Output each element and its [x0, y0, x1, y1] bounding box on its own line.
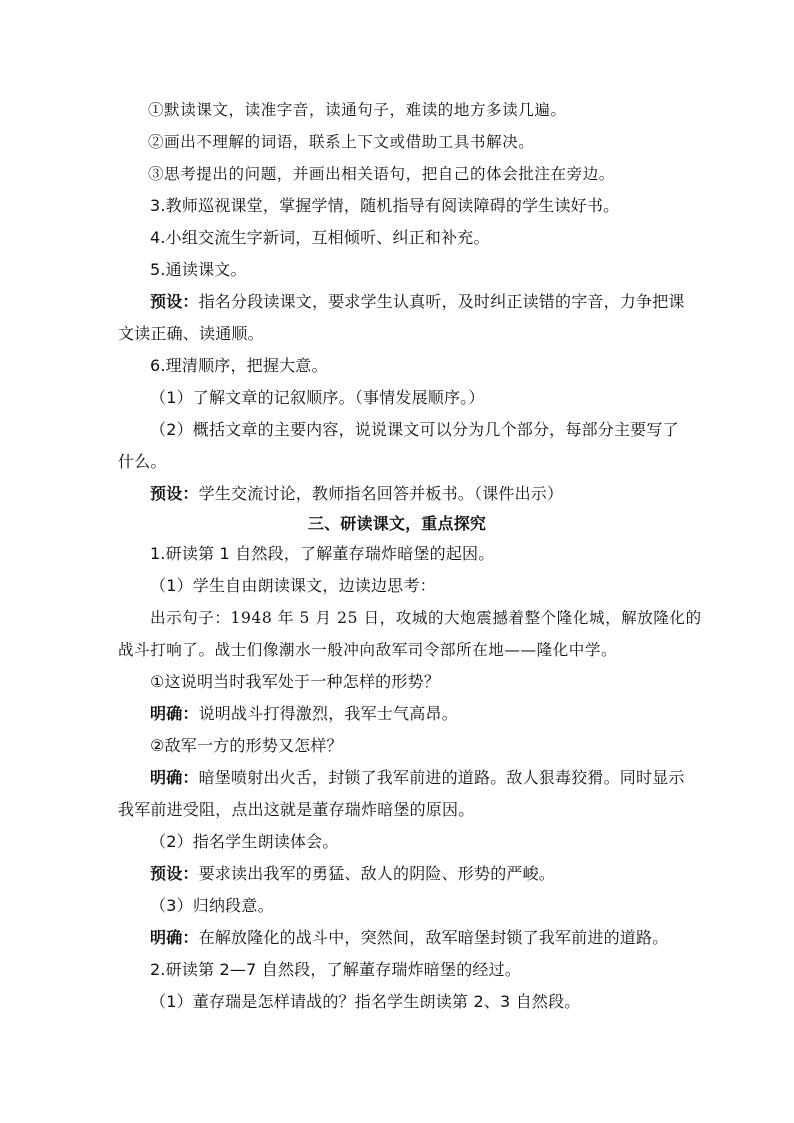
preset-label: 预设：: [150, 292, 199, 311]
section-heading: 三、研读课文，重点探究: [307, 514, 487, 533]
preset-paragraph-1: [150, 290, 685, 314]
step-read-silently: ①默读课文，读准字音，读通句子，难读的地方多读几遍。: [148, 101, 567, 119]
answer-label: 明确：: [150, 768, 199, 787]
question-situation: ①这说明当时我军处于一种怎样的形势？: [150, 672, 440, 691]
answer-text: 在解放隆化的战斗中，突然间，敌军暗堡封锁了我军前进的道路。: [198, 928, 669, 947]
question-main-content: （2）概括文章的主要内容，说说课文可以分为几个部分，每部分主要写了: [150, 420, 679, 439]
answer-label: 明确：: [150, 928, 199, 947]
step-teacher-patrol: 3.教师巡视课堂，掌握学情，随机指导有阅读障碍的学生读好书。: [150, 196, 620, 215]
sub-step-request-battle: （1）董存瑞是怎样请战的？指名学生朗读第 2、3 自然段。: [150, 992, 581, 1011]
answer-paragraph-2: [150, 766, 685, 790]
preset-continuation: 文读正确、读通顺。: [118, 324, 264, 343]
sub-step-free-reading: （1）学生自由朗读课文，边读边思考：: [150, 576, 436, 595]
preset-text: 指名分段读课文，要求学生认真听，及时纠正读错的字音，力争把课: [198, 292, 685, 311]
answer-text: 暗堡喷射出火舌，封锁了我军前进的道路。敌人狠毒狡猾。同时显示: [198, 768, 685, 787]
question-main-content-continuation: 什么。: [118, 452, 167, 471]
step-mark-words: ②画出不理解的词语，联系上下文或借助工具书解决。: [148, 133, 535, 151]
answer-text: 说明战斗打得激烈，我军士气高昂。: [198, 704, 458, 723]
step-study-paragraphs-2-7: 2.研读第 2—7 自然段，了解董存瑞炸暗堡的经过。: [150, 960, 521, 979]
question-enemy-situation: ②敌军一方的形势又怎样？: [150, 736, 343, 755]
preset-label: 预设：: [150, 484, 199, 503]
step-study-paragraph-1: 1.研读第 1 自然段，了解董存瑞炸暗堡的起因。: [150, 544, 495, 563]
question-narrative-order: （1）了解文章的记叙顺序。（事情发展顺序。）: [150, 388, 485, 407]
answer-paragraph-1: [150, 702, 458, 726]
sample-sentence: 出示句子：1948 年 5 月 25 日，攻城的大炮震撼着整个隆化城，解放隆化的: [150, 609, 702, 627]
answer-label: 明确：: [150, 704, 199, 723]
preset-label: 预设：: [150, 864, 199, 883]
step-sequence: 6.理清顺序，把握大意。: [150, 356, 328, 375]
step-read-through: 5.通读课文。: [150, 260, 247, 279]
preset-text: 要求读出我军的勇猛、敌人的阴险、形势的严峻。: [198, 864, 556, 883]
answer-paragraph-2-continuation: 我军前进受阻，点出这就是董存瑞炸暗堡的原因。: [118, 800, 475, 819]
preset-text: 学生交流讨论，教师指名回答并板书。（课件出示）: [198, 484, 564, 503]
preset-paragraph-3: [150, 862, 555, 886]
preset-paragraph-2: [150, 482, 563, 506]
step-think-questions: ③思考提出的问题，并画出相关语句，把自己的体会批注在旁边。: [148, 165, 615, 183]
answer-paragraph-3: [150, 926, 668, 950]
sub-step-read-aloud: （2）指名学生朗读体会。: [150, 832, 339, 851]
step-group-exchange: 4.小组交流生字新词，互相倾听、纠正和补充。: [150, 228, 490, 247]
sub-step-summarize: （3）归纳段意。: [150, 896, 274, 915]
sample-sentence-continuation: 战斗打响了。战士们像潮水一般冲向敌军司令部所在地——隆化中学。: [118, 641, 618, 659]
